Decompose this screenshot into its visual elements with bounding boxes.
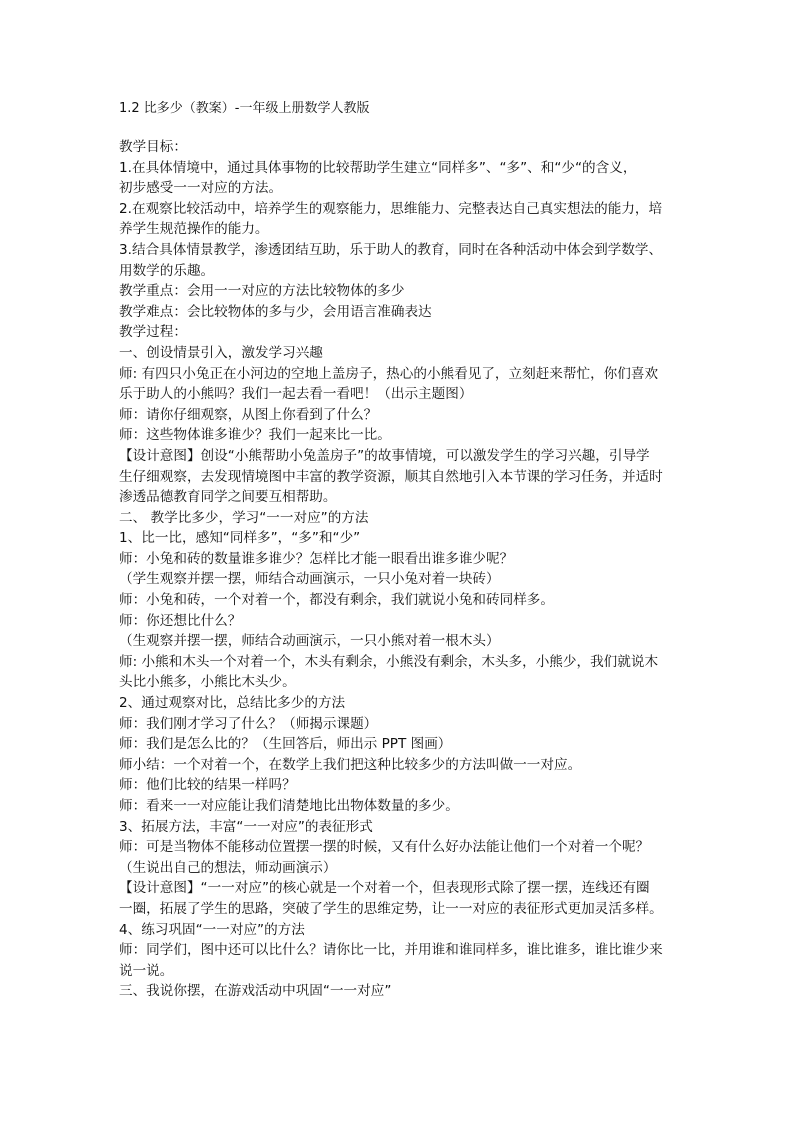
teacher-line: 师：我们刚才学习了什么？（师揭示课题） — [119, 715, 378, 732]
subsection-heading: 3、拓展方法，丰富“一一对应”的表征形式 — [119, 818, 373, 835]
difficult-point: 教学难点：会比较物体的多与少，会用语言准确表达 — [119, 303, 432, 320]
subsection-heading: 1、比一比，感知“同样多”，“多”和“少” — [119, 530, 361, 547]
section-3-heading: 三、我说你摆，在游戏活动中巩固“一一对应” — [119, 983, 392, 1000]
heading-objectives: 教学目标： — [119, 139, 187, 155]
student-activity: （生观察并摆一摆，师结合动画演示，一只小熊对着一根木头） — [119, 633, 500, 650]
teacher-line: 师：同学们，图中还可以比什么？请你比一比，并用谁和谁同样多，谁比谁多，谁比谁少来 说一说。 — [119, 942, 663, 979]
teacher-line: 师：你还想比什么？ — [119, 612, 242, 629]
objective-2: 2.在观察比较活动中，培养学生的观察能力，思维能力、完整表达自己真实想法的能力，培 养学生规范操作的能力。 — [119, 200, 663, 238]
objective-3: 3.结合具体情景教学，渗透团结互助，乐于助人的教育，同时在各种活动中体会到学数学、 用数学的乐趣。 — [119, 241, 663, 279]
document-title: 1.2 比多少（教案）-一年级上册数学人教版 — [119, 101, 370, 116]
heading-process: 教学过程： — [119, 324, 187, 341]
subsection-heading: 2、通过观察对比，总结比多少的方法 — [119, 695, 346, 712]
section-1-heading: 一、创设情景引入，激发学习兴趣 — [119, 344, 323, 361]
student-activity: （生说出自己的想法，师动画演示） — [119, 859, 337, 876]
section-2-heading: 二、 教学比多少，学习“一一对应”的方法 — [119, 509, 369, 526]
teacher-line: 师: 有四只小兔正在小河边的空地上盖房子，热心的小熊看见了，立刻赶来帮忙，你们喜欢 乐于助人的小熊吗？我们一起去看一看吧！（出示主题图） — [119, 365, 659, 403]
design-intent: 【设计意图】创设“小熊帮助小兔盖房子”的故事情境，可以激发学生的学习兴趣，引导学 生仔细观察，去发现情境图中丰富的教学资源，顺其自然地引入本节课的学习任务，并适时 渗透品德教育同学之间要互相帮助。 — [119, 447, 663, 506]
teacher-line: 师：请你仔细观察，从图上你看到了什么？ — [119, 406, 378, 423]
teacher-summary: 师小结：一个对着一个，在数学上我们把这种比较多少的方法叫做一一对应。 — [119, 756, 582, 773]
teacher-line: 师：可是当物体不能移动位置摆一摆的时候，又有什么好办法能让他们一个对着一个呢？ — [119, 839, 650, 856]
teacher-line: 师：小兔和砖，一个对着一个，都没有剩余，我们就说小兔和砖同样多。 — [119, 592, 554, 609]
subsection-heading: 4、练习巩固“一一对应”的方法 — [119, 921, 305, 938]
objective-1: 1.在具体情境中，通过具体事物的比较帮助学生建立“同样多”、“多”、和“少“的含义， 初步感受一一对应的方法。 — [119, 159, 637, 197]
teacher-line: 师：小兔和砖的数量谁多谁少？怎样比才能一眼看出谁多谁少呢？ — [119, 550, 514, 567]
student-activity: （学生观察并摆一摆，师结合动画演示，一只小兔对着一块砖） — [119, 571, 500, 588]
teacher-line: 师：我们是怎么比的？（生回答后，师出示 PPT 图画） — [119, 736, 452, 753]
teacher-line: 师: 小熊和木头一个对着一个，木头有剩余，小熊没有剩余，木头多，小熊少，我们就说木 头比小熊多，小熊比木头少。 — [119, 653, 659, 691]
teacher-line: 师：这些物体谁多谁少？我们一起来比一比。 — [119, 427, 391, 444]
teacher-line: 师：看来一一对应能让我们清楚地比出物体数量的多少。 — [119, 798, 459, 814]
teacher-line: 师：他们比较的结果一样吗？ — [119, 777, 296, 794]
design-intent: 【设计意图】“一一对应”的核心就是一个对着一个，但表现形式除了摆一摆，连线还有圈 一圈，拓展了学生的思路，突破了学生的思维定势，让一一对应的表征形式更加灵活多样。 — [119, 880, 663, 917]
key-point: 教学重点：会用一一对应的方法比较物体的多少 — [119, 283, 405, 300]
